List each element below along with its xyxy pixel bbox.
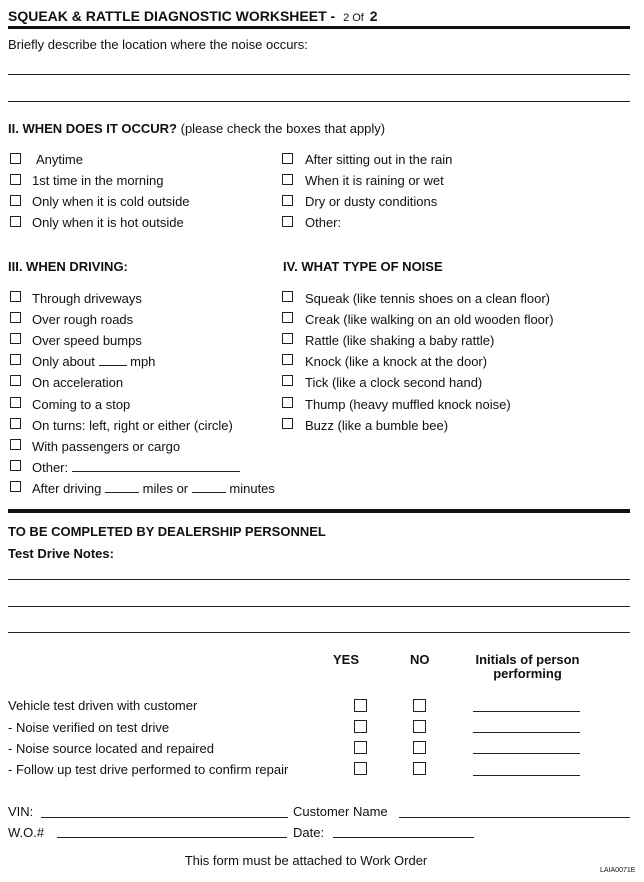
initials-line-follow-up[interactable] xyxy=(473,775,580,776)
location-line-2[interactable] xyxy=(8,101,630,102)
notes-line-3[interactable] xyxy=(8,632,630,633)
label-anytime: Anytime xyxy=(36,152,83,167)
label-speed-bumps: Over speed bumps xyxy=(32,333,142,348)
label-creak: Creak (like walking on an old wooden floor) xyxy=(305,312,554,327)
header-rule xyxy=(8,26,630,29)
initials-line-noise-verified[interactable] xyxy=(473,732,580,733)
col-initials-header-1: Initials of person xyxy=(475,652,580,667)
checkbox-tick[interactable] xyxy=(282,375,293,386)
checkbox-squeak[interactable] xyxy=(282,291,293,302)
row-noise-verified-label: - Noise verified on test drive xyxy=(8,720,170,735)
label-cold-outside: Only when it is cold outside xyxy=(32,194,190,209)
label-rattle: Rattle (like shaking a baby rattle) xyxy=(305,333,495,348)
label-buzz: Buzz (like a bumble bee) xyxy=(305,418,449,433)
row-noise-repaired-label: - Noise source located and repaired xyxy=(8,741,214,756)
checkbox-after-driving[interactable] xyxy=(10,481,21,492)
label-squeak: Squeak (like tennis shoes on a clean floor) xyxy=(305,291,550,306)
section3-heading: III. WHEN DRIVING: xyxy=(8,259,128,274)
checkbox-thump[interactable] xyxy=(282,397,293,408)
checkbox-after-rain[interactable] xyxy=(282,153,293,164)
date-field[interactable] xyxy=(333,837,474,838)
yes-checkbox-follow-up[interactable] xyxy=(354,762,367,775)
miles-or-text: miles or xyxy=(142,481,189,496)
checkbox-hot-outside[interactable] xyxy=(10,216,21,227)
label-hot-outside: Only when it is hot outside xyxy=(32,215,184,230)
checkbox-passengers-cargo[interactable] xyxy=(10,439,21,450)
checkbox-creak[interactable] xyxy=(282,312,293,323)
checkbox-rough-roads[interactable] xyxy=(10,312,21,323)
checkbox-other-driving[interactable] xyxy=(10,460,21,471)
page-of-label: 2 Of xyxy=(343,12,364,24)
test-drive-notes-label: Test Drive Notes: xyxy=(8,546,114,561)
notes-line-1[interactable] xyxy=(8,579,630,580)
checkbox-buzz[interactable] xyxy=(282,418,293,429)
mph-blank[interactable] xyxy=(99,354,127,366)
vin-label: VIN: xyxy=(8,804,34,819)
section2-heading xyxy=(8,121,385,136)
other-driving-text: Other: xyxy=(32,460,69,475)
checkbox-driveways[interactable] xyxy=(10,291,21,302)
label-on-turns: On turns: left, right or either (circle) xyxy=(32,418,233,433)
label-driveways: Through driveways xyxy=(32,291,142,306)
label-after-rain: After sitting out in the rain xyxy=(305,152,453,167)
customer-name-field[interactable] xyxy=(399,817,630,818)
wo-field[interactable] xyxy=(57,837,287,838)
section2-note: (please check the boxes that apply) xyxy=(177,121,386,136)
checkbox-anytime[interactable] xyxy=(10,153,21,164)
initials-line-test-driven[interactable] xyxy=(473,711,580,712)
other-driving-blank[interactable] xyxy=(72,460,240,472)
only-about-text: Only about xyxy=(32,354,95,369)
checkbox-on-turns[interactable] xyxy=(10,418,21,429)
after-driving-text: After driving xyxy=(32,481,102,496)
checkbox-cold-outside[interactable] xyxy=(10,195,21,206)
attach-note: This form must be attached to Work Order xyxy=(184,853,428,868)
form-code: LAIA0071E xyxy=(600,867,636,874)
location-line-1[interactable] xyxy=(8,74,630,75)
label-dry-dusty: Dry or dusty conditions xyxy=(305,194,438,209)
page-total: 2 xyxy=(369,8,378,24)
yes-checkbox-noise-verified[interactable] xyxy=(354,720,367,733)
label-only-about-mph xyxy=(32,354,155,369)
row-test-driven-label: Vehicle test driven with customer xyxy=(8,698,198,713)
miles-blank[interactable] xyxy=(105,481,139,493)
checkbox-first-time-morning[interactable] xyxy=(10,174,21,185)
location-prompt: Briefly describe the location where the noise occurs: xyxy=(8,37,308,52)
label-first-time-morning: 1st time in the morning xyxy=(32,173,164,188)
label-acceleration: On acceleration xyxy=(32,375,124,390)
no-checkbox-test-driven[interactable] xyxy=(413,699,426,712)
vin-field[interactable] xyxy=(41,817,288,818)
label-tick: Tick (like a clock second hand) xyxy=(305,375,483,390)
date-label: Date: xyxy=(293,825,325,840)
checkbox-raining-wet[interactable] xyxy=(282,174,293,185)
checkbox-other-conditions[interactable] xyxy=(282,216,293,227)
title-text: SQUEAK & RATTLE DIAGNOSTIC WORKSHEET - xyxy=(8,8,336,24)
worksheet-title xyxy=(8,8,378,24)
mph-text: mph xyxy=(130,354,156,369)
section4-heading: IV. WHAT TYPE OF NOISE xyxy=(283,259,443,274)
label-after-driving xyxy=(32,481,275,496)
label-raining-wet: When it is raining or wet xyxy=(305,173,444,188)
checkbox-speed-bumps[interactable] xyxy=(10,333,21,344)
label-thump: Thump (heavy muffled knock noise) xyxy=(305,397,511,412)
checkbox-coming-to-stop[interactable] xyxy=(10,397,21,408)
label-knock: Knock (like a knock at the door) xyxy=(305,354,488,369)
minutes-text: minutes xyxy=(229,481,275,496)
col-no-header: NO xyxy=(410,652,430,667)
label-coming-to-stop: Coming to a stop xyxy=(32,397,131,412)
no-checkbox-follow-up[interactable] xyxy=(413,762,426,775)
minutes-blank[interactable] xyxy=(192,481,226,493)
label-other-conditions: Other: xyxy=(305,215,342,230)
customer-name-label: Customer Name xyxy=(293,804,388,819)
no-checkbox-noise-repaired[interactable] xyxy=(413,741,426,754)
yes-checkbox-test-driven[interactable] xyxy=(354,699,367,712)
label-rough-roads: Over rough roads xyxy=(32,312,134,327)
dealer-section-rule xyxy=(8,509,630,513)
checkbox-knock[interactable] xyxy=(282,354,293,365)
checkbox-rattle[interactable] xyxy=(282,333,293,344)
wo-label: W.O.# xyxy=(8,825,45,840)
dealer-heading: TO BE COMPLETED BY DEALERSHIP PERSONNEL xyxy=(8,524,326,539)
checkbox-only-about-mph[interactable] xyxy=(10,354,21,365)
col-yes-header: YES xyxy=(333,652,360,667)
checkbox-acceleration[interactable] xyxy=(10,375,21,386)
yes-checkbox-noise-repaired[interactable] xyxy=(354,741,367,754)
section2-title: II. WHEN DOES IT OCCUR? xyxy=(8,121,177,136)
label-other-driving xyxy=(32,460,240,475)
row-follow-up-label: - Follow up test drive performed to confirm repair xyxy=(8,762,289,777)
notes-line-2[interactable] xyxy=(8,606,630,607)
col-initials-header-2: performing xyxy=(493,666,562,681)
no-checkbox-noise-verified[interactable] xyxy=(413,720,426,733)
label-passengers-cargo: With passengers or cargo xyxy=(32,439,181,454)
initials-line-noise-repaired[interactable] xyxy=(473,753,580,754)
checkbox-dry-dusty[interactable] xyxy=(282,195,293,206)
